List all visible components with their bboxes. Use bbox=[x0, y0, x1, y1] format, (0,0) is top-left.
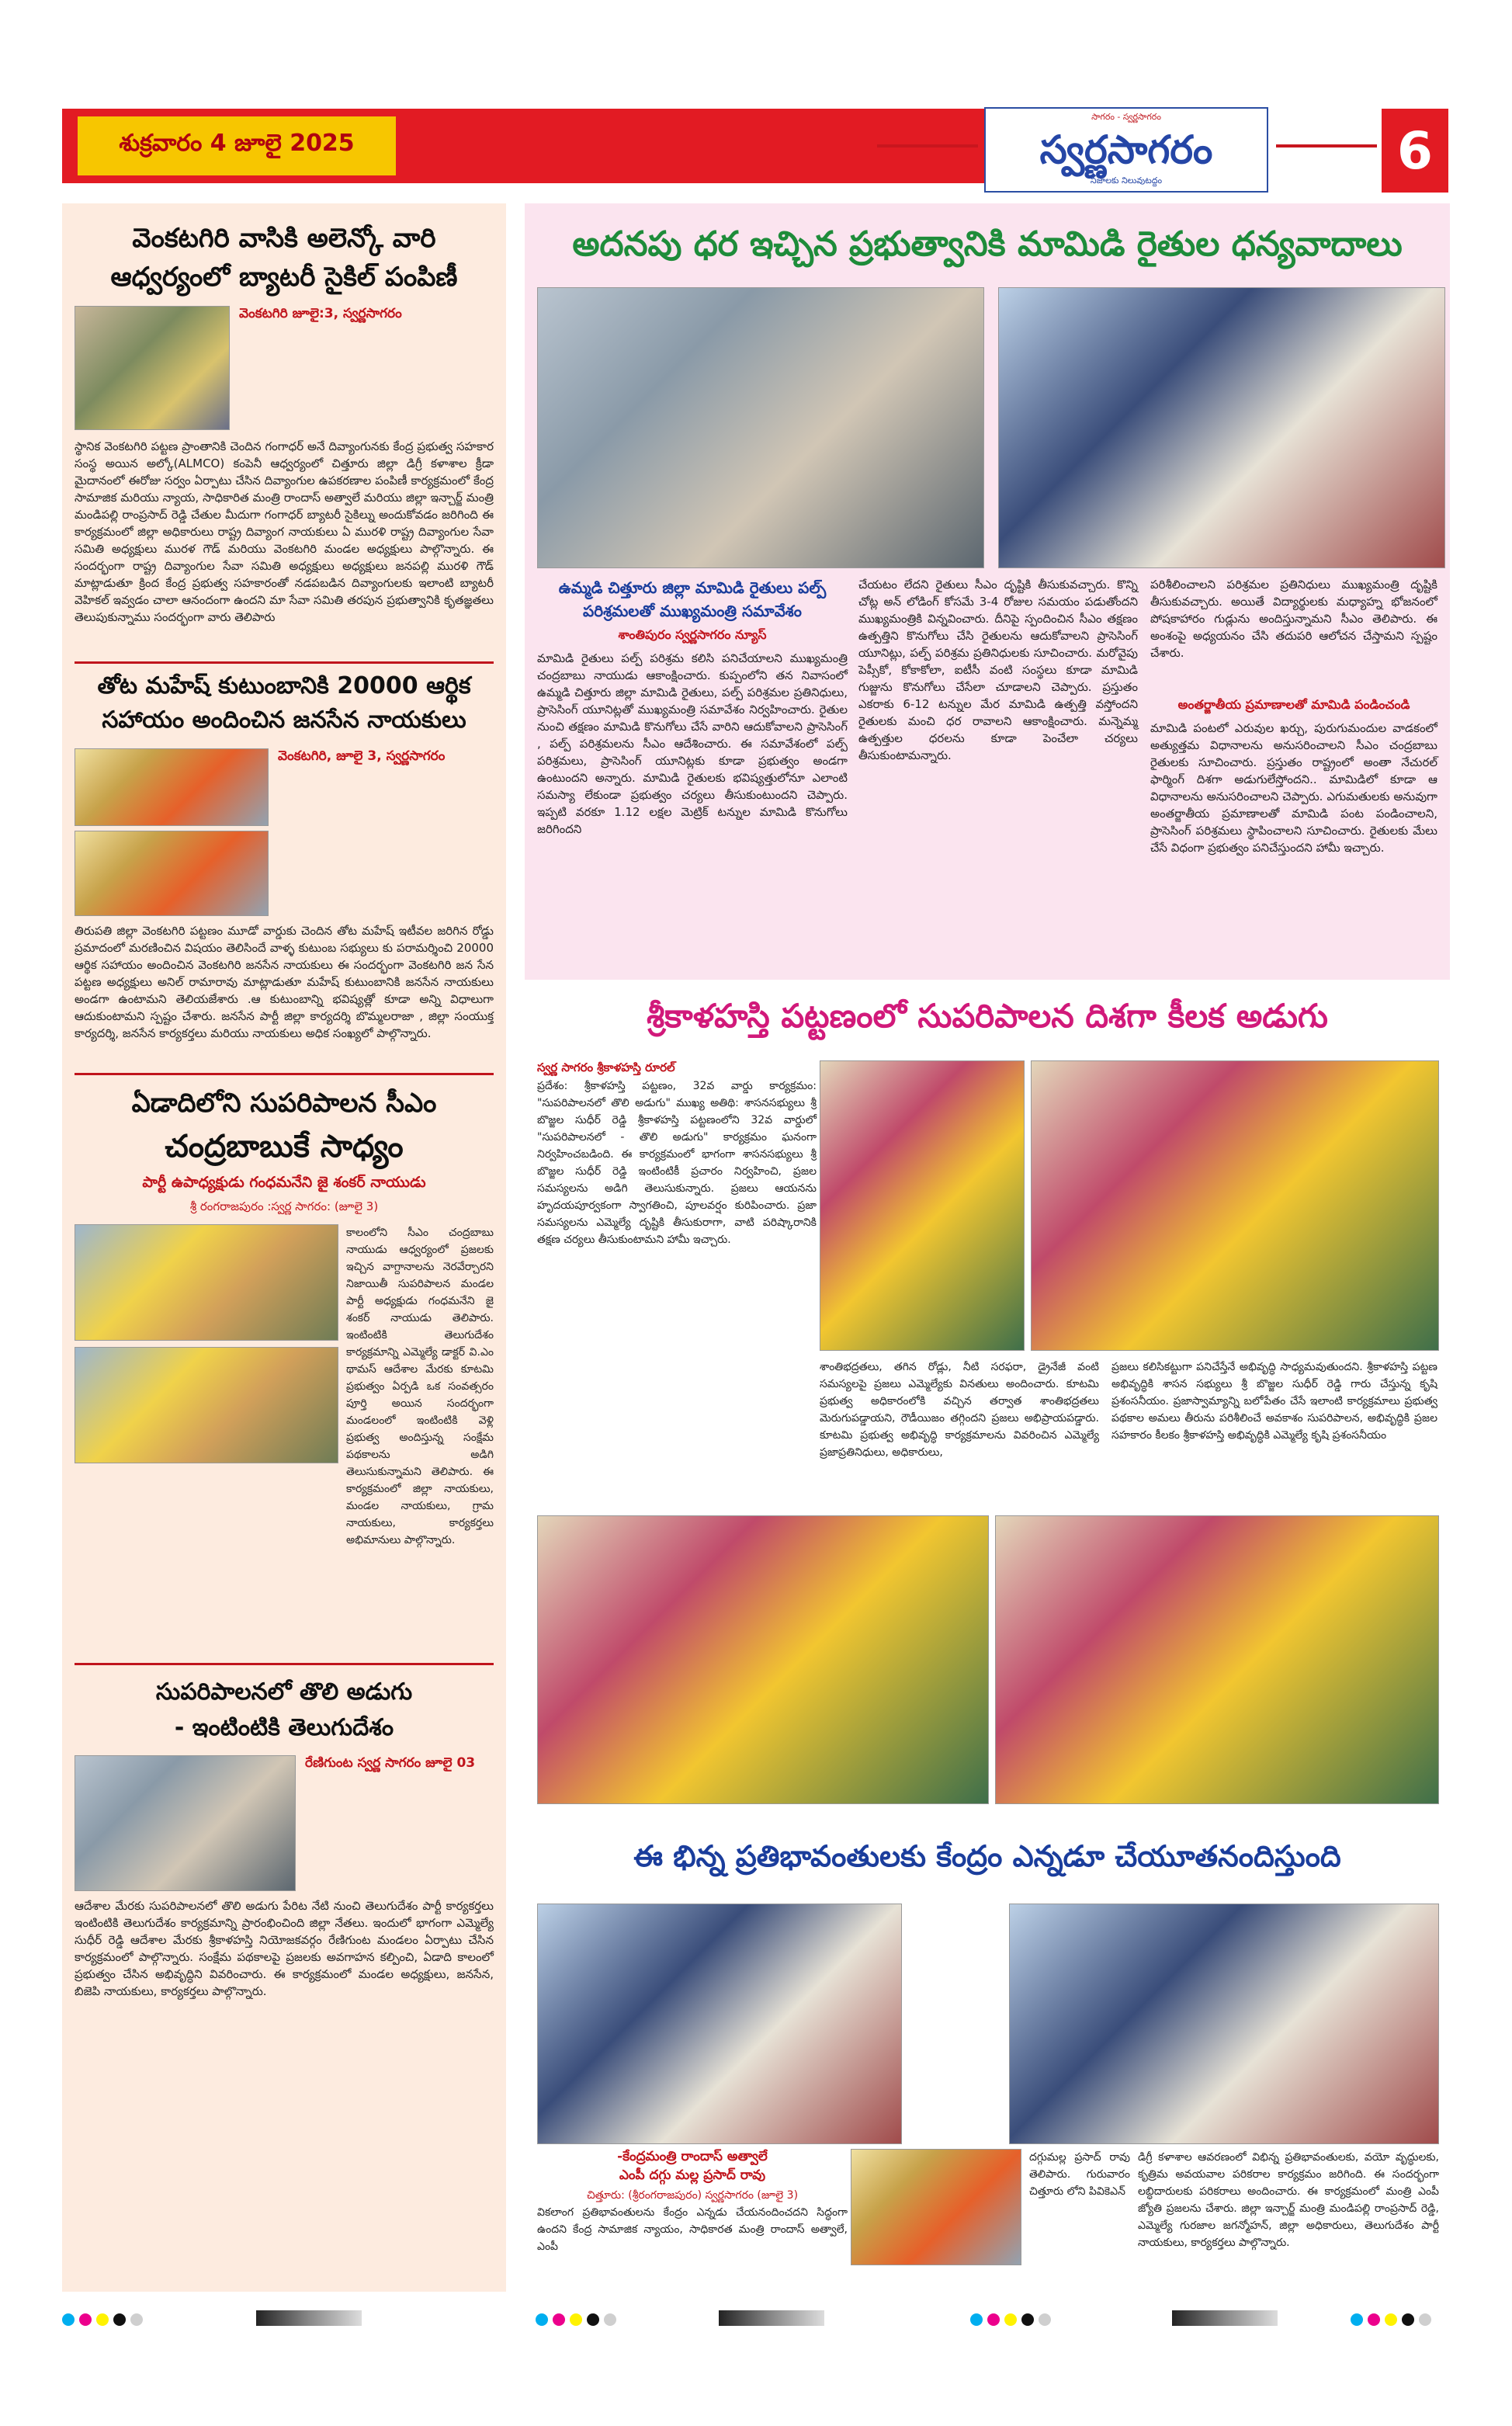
story1-dateline: వెంకటగిరి జూలై:3, స్వర్ణసాగరం bbox=[239, 306, 402, 321]
divider bbox=[75, 1073, 494, 1075]
section2-photo-women-1 bbox=[537, 1515, 989, 1804]
grey-dot bbox=[604, 2313, 616, 2326]
section1-body-col1: మామిడి రైతులు పల్ప్ పరిశ్రమ కలిసి పనిచేయాలని ముఖ్యమంత్రి చంద్రబాబు నాయుడు ఆకాంక్షించారు. కుప్పంలోని తన నివాసంలో ఉమ్మడి చిత్తూరు జిల్లా మామిడి రైతులు, పల్ప్ పరిశ్రమల ప్రతినిధులు, ప్రాసెసింగ్ యూనిట్లతో ముఖ్యమంత్రి సమావేశం నిర్వహించారు. రైతుల నుంచి తక్షణం మామిడి కొనుగోలు చేసే వారిని ఆదుకోవాలని ప్రాసెసింగ్ , పల్ప్ పరిశ్రమలను సీఎం ఆదేశించారు. ఈ సమావేశంలో పల్ప్ పరిశ్రమలు, ప్రాసెసింగ్ యూనిట్లకు కూడా ప్రభుత్వం అండగా ఉంటుందని అన్నారు. మామిడి రైతులకు భవిష్యత్తులోనూ ఎలాంటి సమస్యా లేకుండా ప్రభుత్వం చర్యలు తీసుకుంటుందని చెప్పారు. ఇప్పటి వరకూ 1.12 లక్షల మెట్రిక్ టన్నుల మామిడి కొనుగోలు జరిగిందని bbox=[537, 651, 848, 836]
magenta-dot bbox=[987, 2313, 1000, 2326]
section2-headline: శ్రీకాళహస్తి పట్టణంలో సుపరిపాలన దిశగా కీలక అడుగు bbox=[647, 997, 1328, 1035]
left-column bbox=[62, 203, 506, 2292]
story3-dateline: శ్రీ రంగరాజపురం :స్వర్ణ సాగరం: (జూలై 3) bbox=[189, 1199, 379, 1213]
section3-caption-1: -కేంద్రమంత్రి రాందాస్ అత్వాలే bbox=[617, 2149, 768, 2164]
section3-caption-2: ఎంపీ దగ్గు మల్ల ప్రసాద్ రావు bbox=[619, 2167, 766, 2183]
section1-body-col3: పరిశీలించాలని పరిశ్రమల ప్రతినిధులు ముఖ్యమంత్రి దృష్టికి తీసుకువచ్చారు. అయితే విద్యార్థులకు మధ్యాహ్న భోజనంలో పోషకాహారం గుడ్లును అందిస్తున్నామని సీఎం తెలిపారు. ఈ అంశంపై అధ్యయనం చేసి తదుపరి ఆలోచన చేస్తామని స్పష్టం చేశారు. bbox=[1150, 578, 1437, 660]
cyan-dot bbox=[970, 2313, 983, 2326]
story4-headline-2: - ఇంటింటికి తెలుగుదేశం bbox=[174, 1714, 394, 1741]
section3-body-3: డిగ్రీ కళాశాల ఆవరణంలో విభిన్న ప్రతిభావంతులకు, వయో వృద్ధులకు, కృత్రిమ అవయవాల పరికరాల కార్యక్రమం జరిగింది. ఈ సందర్భంగా లబ్ధిదారులకు పరికరాలు అందించారు. ఈ కార్యక్రమంలో మంత్రి ఎంపీ జ్యోతి ప్రజలను చేశారు. జిల్లా ఇన్చార్జ్ మంత్రి మండిపల్లి రాంప్రసాద్ రెడ్డి, ఎమ్మెల్యే గురజాల జగన్మోహన్, జిల్లా అధికారులు, తెలుగుదేశం పార్టీ నాయకులు, కార్యకర్తలు పాల్గొన్నారు. bbox=[1138, 2151, 1439, 2249]
story3-body-side: కాలంలోని సీఎం చంద్రబాబు నాయుడు ఆధ్వర్యంలో ప్రజలకు ఇచ్చిన వాగ్దానాలను నెరవేర్చారని నిజాయితీ సుపరిపాలన మండల పార్టీ అధ్యక్షుడు గంధమనేని జై శంకర్ నాయుడు తెలిపారు. ఇంటింటికి తెలుగుదేశం కార్యక్రమాన్ని ఎమ్మెల్యే డాక్టర్ వి.ఎం థామస్ ఆదేశాల మేరకు కూటమి ప్రభుత్వం ఏర్పడి ఒక సంవత్సరం పూర్తి అయిన సందర్భంగా మండలంలో ఇంటింటికి వెళ్లి ప్రభుత్వ అందిస్తున్న సంక్షేమ పథకాలను అడిగి తెలుసుకున్నామని తెలిపారు. ఈ కార్యక్రమంలో జిల్లా నాయకులు, మండల నాయకులు, గ్రామ నాయకులు, కార్యకర్తలు అభిమానులు పాల్గొన్నారు. bbox=[346, 1227, 494, 1546]
print-gradient-bar bbox=[719, 2310, 824, 2326]
story1-photo bbox=[75, 306, 230, 430]
section2-body-1: ప్రదేశం: శ్రీకాళహస్తి పట్టణం, 32వ వార్డు కార్యక్రమం: "సుపరిపాలనలో తొలి అడుగు" ముఖ్య అతిథి: శాసనసభ్యులు శ్రీ బొజ్జల సుధీర్ రెడ్డి శ్రీకాళహస్తి పట్టణంలోని 32వ వార్డులో "సుపరిపాలనలో - తొలి అడుగు" కార్యక్రమం ఘనంగా నిర్వహించబడింది. ఈ కార్యక్రమంలో భాగంగా శాసనసభ్యులు శ్రీ బొజ్జల సుధీర్ రెడ్డి ఇంటింటికీ ప్రచారం నిర్వహించి, ప్రజల సమస్యలను అడిగి తెలుసుకున్నారు. ప్రజలు ఆయనను హృదయపూర్వకంగా స్వాగతించి, పూలవర్షం కురిపించారు. ప్రజా సమస్యలను ఎమ్మెల్యే దృష్టికి తీసుకురాగా, వాటి పరిష్కారానికి తక్షణ చర్యలు తీసుకుంటామని హామీ ఇచ్చారు. bbox=[537, 1080, 817, 1246]
black-dot bbox=[1402, 2313, 1414, 2326]
story3-headline-1: ఏడాదిలోని సుపరిపాలన సీఎం bbox=[131, 1088, 437, 1119]
magenta-dot bbox=[553, 2313, 565, 2326]
masthead-subtitle: నిజాలకు నిలువుటద్దం bbox=[1090, 175, 1163, 186]
story-intintiki-tdp bbox=[75, 1675, 494, 2239]
story2-dateline: వెంకటగిరి, జూలై 3, స్వర్ణసాగరం bbox=[278, 748, 446, 764]
yellow-dot bbox=[96, 2313, 109, 2326]
header-rule-right bbox=[1276, 144, 1377, 148]
section2-photo-group bbox=[1031, 1060, 1439, 1351]
story3-photo-1 bbox=[75, 1224, 338, 1341]
grey-dot bbox=[1039, 2313, 1051, 2326]
story4-headline-1: సుపరిపాలనలో తొలి అడుగు bbox=[155, 1678, 413, 1706]
grey-dot bbox=[130, 2313, 143, 2326]
grey-dot bbox=[1419, 2313, 1431, 2326]
section2-photo-women-2 bbox=[995, 1515, 1439, 1804]
section3-dateline: చిత్తూరు: (శ్రీరంగరాజపురం) స్వర్ణసాగరం (జూలై 3) bbox=[586, 2189, 799, 2202]
black-dot bbox=[587, 2313, 599, 2326]
section3-headline: ఈ భిన్న ప్రతిభావంతులకు కేంద్రం ఎన్నడూ చేయూతనందిస్తుంది bbox=[633, 1839, 1341, 1873]
story1-headline-1: వెంకటగిరి వాసికి అలెన్కో వారి bbox=[132, 223, 436, 254]
print-registration-dots bbox=[536, 2313, 616, 2326]
masthead-logo bbox=[984, 107, 1268, 193]
section-disabled-support bbox=[525, 1826, 1450, 2292]
section2-photo-greeting bbox=[820, 1060, 1025, 1351]
story2-headline-2: సహాయం అందించిన జనసేన నాయకులు bbox=[102, 706, 466, 734]
section-srikalahasti bbox=[525, 980, 1450, 1826]
black-dot bbox=[1021, 2313, 1034, 2326]
story-battery-cycle bbox=[75, 219, 494, 725]
section1-body-col2: చేయటం లేదని రైతులు సీఎం దృష్టికి తీసుకువచ్చారు. కొన్ని చోట్ల అన్ లోడింగ్ కోసమే 3-4 రోజుల సమయం పడుతోందని ముఖ్యమంత్రికి విన్నవించారు. దీనిపై స్పందించిన సీఎం తక్షణం ఉత్పత్తిని కొనుగోలు చేసి రైతులను ఆదుకోవాలని ప్రాసెసింగ్ యూనిట్లు, పల్ప్ పరిశ్రమ ప్రతినిధులకు సూచించారు. మరోవైపు పెప్సీకో, కోకాకోలా, ఐటీసీ వంటి సంస్థలు కూడా మామిడి గుజ్జును కొనుగోలు చేసేలా చూడాలని చెప్పారు. ప్రస్తుతం ఎకరాకు 6-12 టన్నుల మేర మామిడి ఉత్పత్తి వస్తోందని రైతులకు మంచి ధర రావాలని ఆకాంక్షించారు. మన్నెమ్మ ఉత్పత్తుల ధరలను కూడా పెంచేలా చర్యలు తీసుకుంటామన్నారు. bbox=[858, 578, 1138, 762]
section3-body-2: దగ్గుమల్ల ప్రసాద్ రావు తెలిపారు. గురువారం చిత్తూరు లోని పివికెఎన్ bbox=[1029, 2151, 1130, 2198]
section1-caption-2: పరిశ్రమలతో ముఖ్యమంత్రి సమావేశం bbox=[583, 602, 802, 620]
section2-dateline: స్వర్ణ సాగరం శ్రీకాళహస్తి రూరల్ bbox=[537, 1060, 675, 1074]
print-gradient-bar bbox=[256, 2310, 362, 2326]
section3-photo-tricycle bbox=[851, 2149, 1021, 2265]
cyan-dot bbox=[536, 2313, 548, 2326]
print-registration-dots bbox=[62, 2313, 143, 2326]
section2-body-3: ప్రజలు కలిసికట్టుగా పనిచేస్తేనే అభివృద్ధి సాధ్యమవుతుందని. శ్రీకాళహస్తి పట్టణ అభివృద్ధికి శాసన సభ్యులు శ్రీ బొజ్జల సుధీర్ రెడ్డి గారు చేస్తున్న కృషి ప్రశంసనీయం. ప్రజాస్వామ్యాన్ని బలోపేతం చేసే ఇలాంటి కార్యక్రమాలు ప్రభుత్వ పథకాల అమలు తీరును పరిశీలించే అవకాశం సుపరిపాలన, అభివృద్ధికి ప్రజల సహకారం కీలకం శ్రీకాళహస్తి అభివృద్ధికి ఎమ్మెల్యే కృషి ప్రశంసనీయం bbox=[1111, 1361, 1437, 1442]
section1-caption-1: ఉమ్మడి చిత్తూరు జిల్లా మామిడి రైతులు పల్ప్ bbox=[558, 578, 827, 597]
print-registration-dots bbox=[970, 2313, 1051, 2326]
section1-dateline: శాంతిపురం స్వర్ణసాగరం న్యూస్ bbox=[618, 627, 767, 642]
issue-date: శుక్రవారం 4 జూలై 2025 bbox=[78, 116, 396, 175]
yellow-dot bbox=[1385, 2313, 1397, 2326]
section1-headline: అదనపు ధర ఇచ్చిన ప్రభుత్వానికి మామిడి రైతుల ధన్యవాదాలు bbox=[572, 224, 1403, 264]
story1-body: స్థానిక వెంకటగిరి పట్టణ ప్రాంతానికి చెందిన గంగాధర్ అనే దివ్యాంగునకు కేంద్ర ప్రభుత్వ సహకార సంస్థ అయిన అల్కో(ALMCO) కంపెనీ ఆధ్వర్యంలో చిత్తూరు జిల్లా డిగ్రీ కళాశాల క్రీడా మైదానంలో ఈరోజు సర్వం ఏర్పాటు చేసిన దివ్యాంగుల ఉపకరణాల పంపిణీ కార్యక్రమంలో కేంద్ర సామాజిక మరియు న్యాయ, సాధికారిత మంత్రి రాందాస్ అత్వాలే మరియు జిల్లా ఇన్చార్జ్ మంత్రి మండిపల్లి రాంప్రసాద్ రెడ్డి చేతుల మీదుగా గంగాధర్ బ్యాటరీ సైకిల్ను అందుకోవడం జరిగింది ఈ కార్యక్రమంలో జిల్లా అధికారులు రాష్ట్ర దివ్యాంగ నాయకులు ఏ మురళి రాష్ట్ర దివ్యాంగుల సేవా సమితి అధ్యక్షులు మురళ గౌడ్ మరియు వెంకటగిరి మండల అధ్యక్షులు పాల్గొన్నారు. ఈ సందర్భంగా రాష్ట్ర దివ్యాంగుల సేవా సమితి అధ్యక్షులు అధ్యక్షులు జనపల్లి మురళి గౌడ్ మాట్లాడుతూ క్రింద కేంద్ర ప్రభుత్వ సహకారంతో నడపబడిన దివ్యాంగులకు ఇలాంటి బ్యాటరీ వెహికల్ ఇవ్వడం చాలా ఆనందంగా ఉందని మా సేవా సమితి తరపున ప్రభుత్వానికి కృతజ్ఞతలు తెలుపుకున్నాము సందర్భంగా వారు తెలిపారు bbox=[75, 439, 494, 624]
divider bbox=[75, 1663, 494, 1665]
magenta-dot bbox=[79, 2313, 92, 2326]
story2-photo-1 bbox=[75, 748, 269, 826]
masthead-tagline: సాగరం - స్వర్ణసాగరం bbox=[1091, 112, 1161, 122]
cyan-dot bbox=[62, 2313, 75, 2326]
section3-body-1: వికలాంగ ప్రతిభావంతులను కేంద్రం ఎన్నడు చేయనందించదని సిద్ధంగా ఉందని కేంద్ర సామాజిక న్యాయం, సాధికారత మంత్రి రాందాస్ అత్వాలే, ఎంపీ bbox=[537, 2206, 848, 2253]
divider bbox=[75, 661, 494, 664]
section1-subhead: అంతర్జాతీయ ప్రమాణాలతో మామిడి పండించండి bbox=[1177, 697, 1410, 712]
section1-photo-audience bbox=[998, 287, 1445, 568]
masthead-name: స్వర్ణసాగరం bbox=[1039, 127, 1213, 172]
story4-dateline: రేణిగుంట స్వర్ణ సాగరం జూలై 03 bbox=[305, 1755, 476, 1771]
black-dot bbox=[113, 2313, 126, 2326]
story3-headline-2: చంద్రబాబుకే సాధ్యం bbox=[165, 1129, 404, 1164]
magenta-dot bbox=[1368, 2313, 1380, 2326]
section2-body-2: శాంతిభద్రతలు, తగిన రోడ్లు, నీటి సరఫరా, డ్రైనేజీ వంటి సమస్యలపై ప్రజలు ఎమ్మెల్యేకు వినతులు అందించారు. కూటమి ప్రభుత్వ అధికారంలోకి వచ్చిన తర్వాత శాంతిభద్రతలు మెరుగుపడ్డాయని, రౌడీయిజం తగ్గిందని ప్రజలు అభిప్రాయపడ్డారు. కూటమి ప్రభుత్వ అభివృద్ధి కార్యక్రమాలను వివరించిన ఎమ్మెల్యే ప్రజాప్రతినిధులు, అధికారులు, bbox=[820, 1361, 1099, 1459]
header-rule-left bbox=[877, 144, 978, 148]
story2-body: తిరుపతి జిల్లా వెంకటగిరి పట్టణం మూడో వార్డుకు చెందిన తోట మహేష్ ఇటీవల జరిగిన రోడ్డు ప్రమాదంలో మరణించిన విషయం తెలిసిందే వాళ్ళ కుటుంబ సభ్యులు కు పరామర్శించి 20000 ఆర్థిక సహాయం అందించిన వెంకటగిరి జనసేన నాయకులు ఈ సందర్భంగా వెంకటగిరి జన సేన పట్టణ అధ్యక్షులు అనిల్ రామారావు మాట్లాడుతూ మహేష్ కుటుంబానికి జనసేన నాయకులు అండగా ఉంటామని తెలియజేశారు .ఆ కుటుంబాన్ని భవిష్యత్లో కూడా అన్ని విధాలుగా ఆదుకుంటామని స్పష్టం చేశారు. జనసేన పార్టీ జిల్లా కార్యదర్శి బొమ్మలరాజా , జిల్లా సంయుక్త కార్యదర్శి, జనసేన కార్యకర్తలు మరియు నాయకులు అధిక సంఖ్యలో పాల్గొన్నారు. bbox=[75, 924, 494, 1040]
story4-photo bbox=[75, 1755, 296, 1891]
story3-byline: పార్టీ ఉపాధ్యక్షుడు గంధమనేని జై శంకర్ నాయుడు bbox=[142, 1174, 426, 1191]
cyan-dot bbox=[1351, 2313, 1363, 2326]
story1-headline-2: ఆధ్వర్యంలో బ్యాటరీ సైకిల్ పంపిణీ bbox=[110, 262, 458, 293]
page-number: 6 bbox=[1382, 109, 1448, 193]
section1-body-col3b: మామిడి పంటలో ఎరువుల ఖర్చు, పురుగుమందుల వాడకంలో అత్యుత్తమ విధానాలను అనుసరించాలని సీఎం చంద్రబాబు రైతులకు సూచించారు. ప్రస్తుతం రాష్ట్రంలో అంతా నేచురల్ ఫార్మింగ్ దిశగా అడుగులేస్తోందని.. మామిడిలో కూడా ఆ విధానాలను అనుసరించాలని చెప్పారు. ఎగుమతులకు అనువుగా అంతర్జాతీయ ప్రమాణాలతో మామిడి పంట పండించాలని, ప్రాసెసింగ్ పరిశ్రమలు స్థాపించాలని సూచించారు. రైతులకు మేలు చేసే విధంగా ప్రభుత్వం పనిచేస్తుందని హామీ ఇచ్చారు. bbox=[1150, 721, 1437, 855]
section3-photo-ceremony bbox=[1009, 1904, 1439, 2144]
yellow-dot bbox=[1004, 2313, 1017, 2326]
print-registration-dots bbox=[1351, 2313, 1431, 2326]
print-gradient-bar bbox=[1172, 2310, 1278, 2326]
story4-body: ఆదేశాల మేరకు సుపరిపాలనలో తొలి అడుగు పేరిట నేటి నుంచి తెలుగుదేశం పార్టీ కార్యకర్తలు ఇంటింటికి తెలుగుదేశం కార్యక్రమాన్ని ప్రారంభించింది జిల్లా నేతలు. ఇందులో భాగంగా ఎమ్మెల్యే సుధీర్ రెడ్డి ఆదేశాల మేరకు శ్రీకాళహస్తి నియోజకవర్గం రేణిగుంట మండలం ఏర్పాటు చేసిన కార్యక్రమంలో పాల్గొన్నారు. సంక్షేమ పథకాలపై ప్రజలకు అవగాహన కల్పించి, ఏడాది కాలంలో ప్రభుత్వం చేసిన అభివృద్ధిని వివరించారు. ఈ కార్యక్రమంలో మండల అధ్యక్షులు, జనసేన, బిజెపి నాయకులు, కార్యకర్తలు పాల్గొన్నారు. bbox=[75, 1899, 494, 1998]
story1-body-start bbox=[239, 325, 402, 433]
section1-photo-cm-meeting bbox=[537, 287, 984, 568]
section3-photo-bouquet bbox=[537, 1904, 902, 2144]
story2-headline-1: తోట మహేష్ కుటుంబానికి 20000 ఆర్థిక bbox=[97, 672, 471, 699]
story2-photo-2 bbox=[75, 831, 269, 916]
story3-photo-2 bbox=[75, 1347, 338, 1463]
section-mango-farmers bbox=[525, 203, 1450, 980]
yellow-dot bbox=[570, 2313, 582, 2326]
story-supripalana-cm bbox=[75, 1082, 494, 1546]
